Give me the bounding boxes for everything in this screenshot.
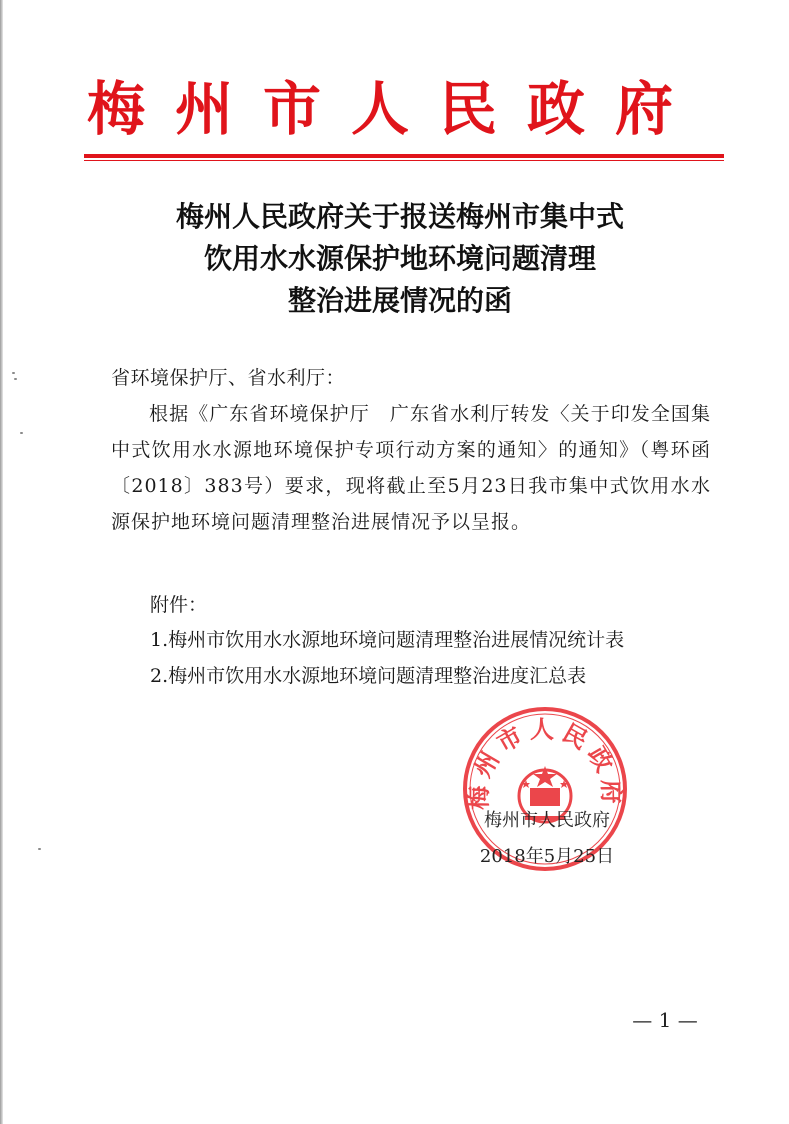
body-paragraph: 根据《广东省环境保护厅 广东省水利厅转发〈关于印发全国集中式饮用水水源地环境保护专项行动方案的通知〉的通知》（粤环函〔2018〕383号）要求，现将截止至5月23日我市集中式饮用水水源保护地环境问题清理整治进展情况予以呈报。	[111, 403, 711, 533]
attachment-item: 1.梅州市饮用水水源地环境问题清理整治进展情况统计表	[150, 629, 625, 651]
scan-speck	[38, 848, 41, 850]
scan-speck	[20, 432, 23, 434]
header-red-rule-thin	[84, 160, 724, 161]
title-line-2: 饮用水水源保护地环境问题清理	[203, 242, 596, 275]
attachment-item: 2.梅州市饮用水水源地环境问题清理整治进度汇总表	[150, 665, 587, 687]
page-edge-shadow	[0, 0, 3, 1124]
signing-authority: 梅州市人民政府	[484, 810, 610, 831]
attachments-label: 附件：	[150, 594, 208, 616]
scan-speck	[14, 378, 17, 380]
title-line-1: 梅州人民政府关于报送梅州市集中式	[175, 200, 624, 233]
addressee: 省环境保护厅、省水利厅：	[111, 367, 346, 389]
header-red-rule	[84, 154, 724, 158]
document-title	[90, 196, 710, 322]
title-line-3: 整治进展情况的函	[287, 284, 512, 317]
scan-speck	[12, 372, 15, 374]
seal-text: 梅州市人民政府	[463, 714, 627, 810]
signing-date: 2018年5月25日	[479, 846, 615, 867]
issuing-authority-header: 梅州市人民政府	[86, 75, 703, 143]
page-number: — 1 —	[632, 1008, 698, 1032]
